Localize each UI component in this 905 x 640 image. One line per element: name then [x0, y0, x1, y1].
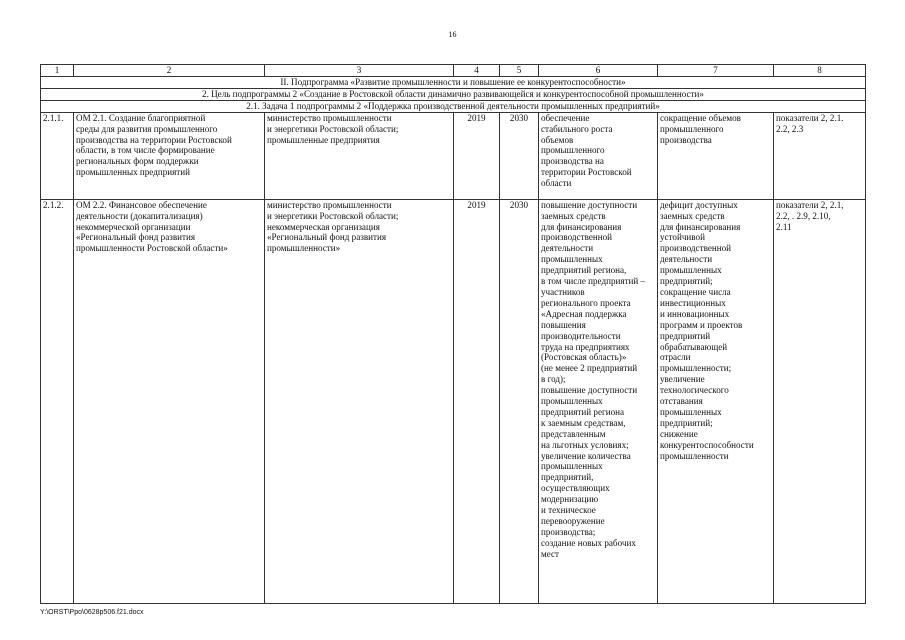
consequences: сокращение объемов промышленного производства — [658, 112, 774, 199]
section-title: II. Подпрограмма «Развитие промышленности и повышение ее конкурентоспособности» — [41, 77, 866, 89]
row-number: 2.1.2. — [41, 199, 74, 603]
column-header: 1 — [41, 65, 74, 77]
program-table — [40, 64, 866, 604]
column-header: 5 — [500, 65, 539, 77]
column-header: 4 — [454, 65, 500, 77]
indicators: показатели 2, 2.1, 2.2, . 2.9, 2.10, 2.11 — [774, 199, 866, 603]
indicators: показатели 2, 2.1. 2.2, 2.3 — [774, 112, 866, 199]
column-header: 3 — [265, 65, 454, 77]
page-number: 16 — [448, 30, 457, 39]
expected-result: обеспечение стабильного роста объемов промышленного производства на территории Ростовской области — [539, 112, 658, 199]
end-year: 2030 — [500, 199, 539, 603]
column-number-row — [41, 65, 866, 77]
executor: министерство промышленности и энергетики Ростовской области; промышленные предприятия — [265, 112, 454, 199]
measure-name: ОМ 2.2. Финансовое обеспечение деятельности (докапитализация) некоммерческой организации «Региональный фонд развития промышленности Ростовской области» — [74, 199, 265, 603]
section-row — [41, 77, 866, 89]
table-row — [41, 112, 866, 199]
end-year: 2030 — [500, 112, 539, 199]
task-row — [41, 100, 866, 112]
table-row — [41, 199, 866, 603]
column-header: 8 — [774, 65, 866, 77]
executor: министерство промышленности и энергетики Ростовской области; некоммерческая организация «Региональный фонд развития промышленности» — [265, 199, 454, 603]
start-year: 2019 — [454, 112, 500, 199]
goal-row — [41, 88, 866, 100]
task-title: 2.1. Задача 1 подпрограммы 2 «Поддержка производственной деятельности промышленных предприятий» — [41, 100, 866, 112]
goal-title: 2. Цель подпрограммы 2 «Создание в Ростовской области динамично развивающейся и конкурентоспособной промышленности» — [41, 88, 866, 100]
measure-name: ОМ 2.1. Создание благоприятной среды для развития промышленного производства на территории Ростовской области, в том числе формирование региональных форм поддержки промышленных предприятий — [74, 112, 265, 199]
start-year: 2019 — [454, 199, 500, 603]
column-header: 7 — [658, 65, 774, 77]
expected-result: повышение доступности заемных средств для финансирования производственной деятельности промышленных предприятий региона, в том числе предприятий – участников регионального проекта «Адресная поддержка повышения производительности труда на предприятиях (Ростовская область)» (не менее 2 предприятий в год); повышение доступности промышленных предприятий региона к заемным средствам, представленным на льготных условиях; увеличение количества промышленных предприятий, осуществляющих модернизацию и техническое перевооружение производства; создание новых рабочих мест — [539, 199, 658, 603]
column-header: 6 — [539, 65, 658, 77]
consequences: дефицит доступных заемных средств для финансирования устойчивой производственной деятельности промышленных предприятий; сокращение числа инвестиционных и инновационных программ и проектов предприятий обрабатывающей отрасли промышленности; увеличение технологического отставания промышленных предприятий; снижение конкурентоспособности промышленности — [658, 199, 774, 603]
column-header: 2 — [74, 65, 265, 77]
row-number: 2.1.1. — [41, 112, 74, 199]
file-path-footer: Y:\ORST\Ppo\0628p506.f21.docx — [40, 609, 144, 616]
